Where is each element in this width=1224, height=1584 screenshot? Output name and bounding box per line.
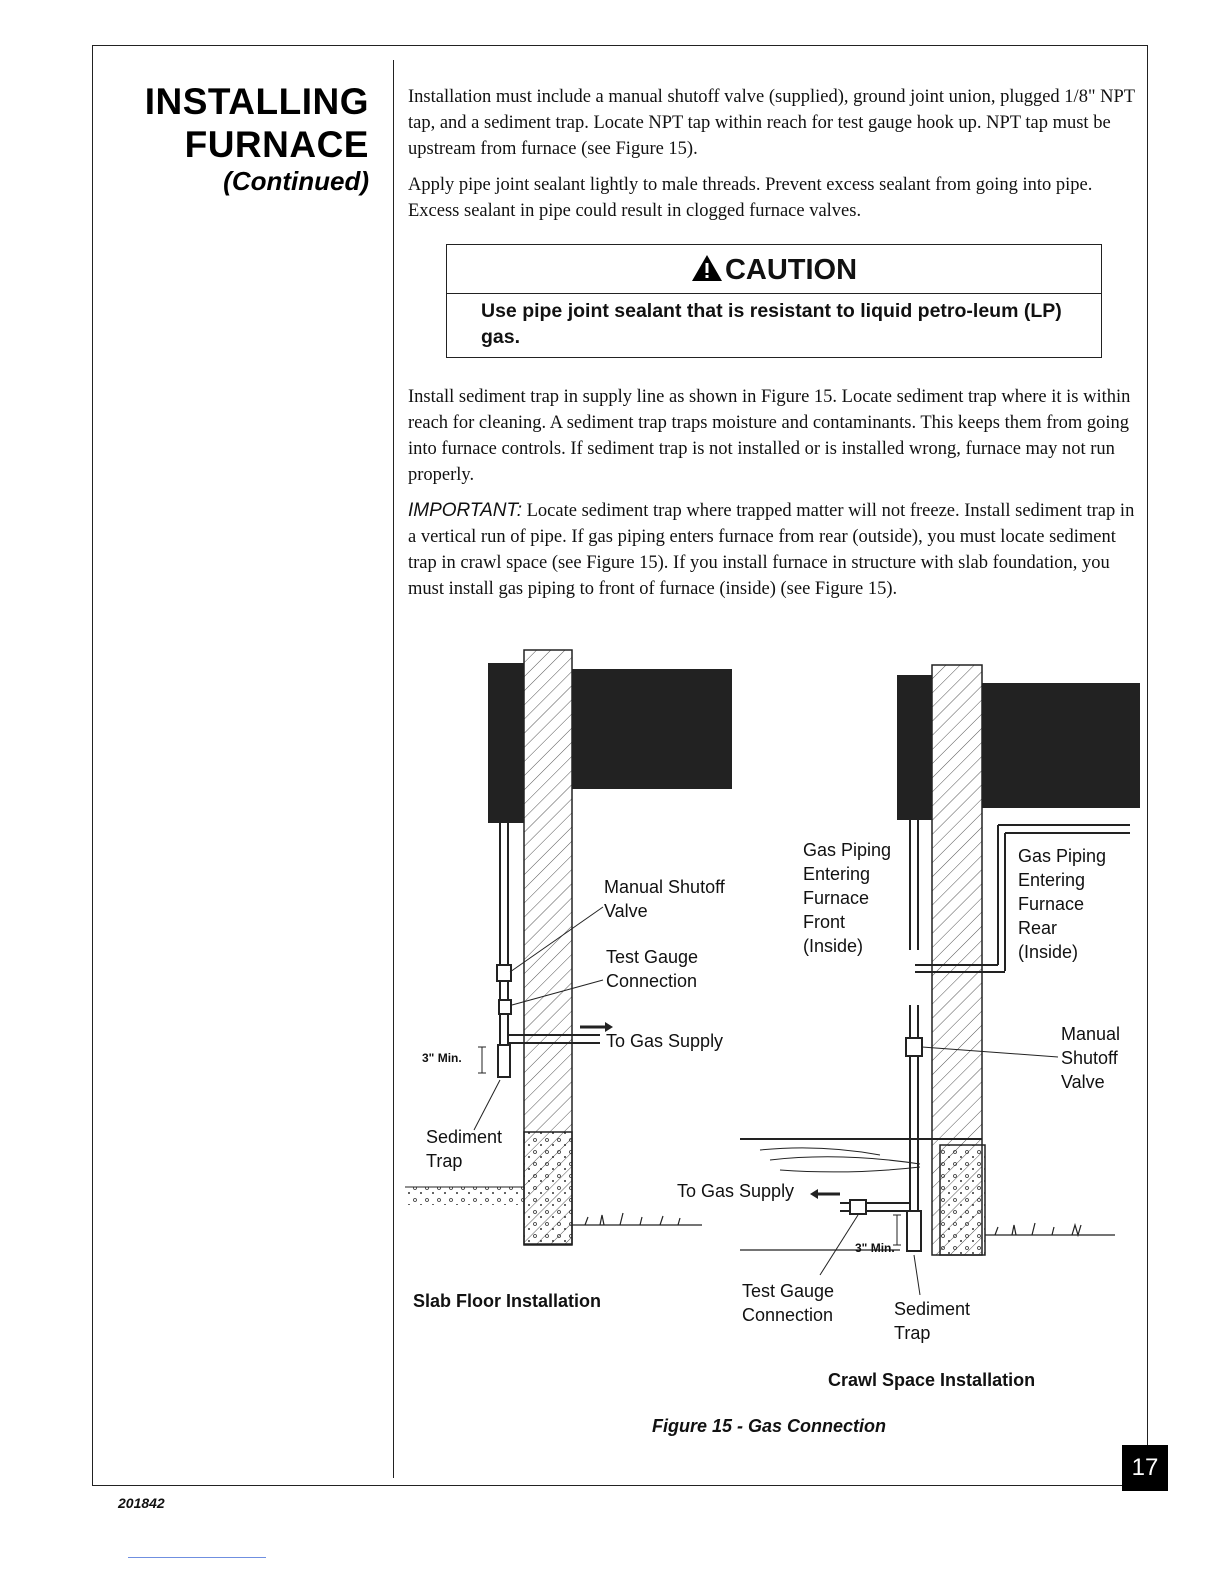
important-text: Locate sediment trap where trapped matter will not freeze. Install sediment trap in a vertical run of pipe. If gas piping enters furnace from rear (outside), you must locate sediment trap in crawl space (see Figure 15). If you install furnace in structure with slab foundation, you must install gas piping to front of furnace (inside) (see Figure 15). <box>408 501 1135 599</box>
warning-triangle-icon <box>691 254 723 282</box>
crawl-footing <box>940 1145 985 1255</box>
main-text <box>408 384 1138 612</box>
crawl-shutoff-line-1: Manual <box>1061 1024 1121 1044</box>
slab-label-test-gauge <box>606 945 698 993</box>
crawl-label-shutoff <box>1061 1022 1120 1094</box>
crawl-shutoff-valve <box>906 1038 922 1056</box>
important-label: IMPORTANT: <box>408 500 522 521</box>
section-heading <box>145 80 369 196</box>
slab-caption: Slab Floor Installation <box>413 1291 602 1311</box>
intro-paragraph-1: Installation must include a manual shutoff valve (supplied), ground joint union, plugged 1/8" NPT tap, and a sediment trap. Locate NPT tap within reach for test gauge hook up. NPT tap must be upstream from furnace (see Figure 15). <box>408 87 1135 159</box>
slab-sediment-line-1: Sediment <box>426 1127 503 1147</box>
slab-sediment-trap <box>498 1045 510 1077</box>
crawl-label-rear <box>1018 844 1106 964</box>
page-frame-left <box>92 45 93 1485</box>
intro-paragraph-2: Apply pipe joint sealant lightly to male threads. Prevent excess sealant from going into pipe. Excess sealant in pipe could result in clogged furnace valves. <box>408 175 1093 221</box>
caution-header <box>447 245 1101 294</box>
crawl-rear-line-3: Furnace <box>1018 894 1085 914</box>
caution-message: Use pipe joint sealant that is resistant to liquid petro-leum (LP) gas. <box>481 300 1062 348</box>
crawl-rear-line-2: Entering <box>1018 870 1086 890</box>
slab-furnace-cabinet-right <box>572 669 732 789</box>
slab-label-sediment <box>426 1125 502 1173</box>
crawl-furnace-cabinet-left <box>897 675 932 820</box>
figure-caption: Figure 15 - Gas Connection <box>652 1416 887 1436</box>
crawl-front-line-5: (Inside) <box>803 936 864 956</box>
crawl-test-gauge <box>850 1200 866 1214</box>
intro-text <box>408 84 1138 234</box>
page-frame-right <box>1147 45 1148 1445</box>
figure-15 <box>400 645 1140 1343</box>
crawl-label-to-gas-supply: To Gas Supply <box>677 1181 795 1201</box>
slab-label-min: 3" Min. <box>422 1051 462 1065</box>
slab-floor <box>405 1187 524 1205</box>
crawl-front-line-4: Front <box>803 912 846 932</box>
body-paragraph-3: Install sediment trap in supply line as shown in Figure 15. Locate sediment trap where it is within reach for cleaning. A sediment trap traps moisture and contaminants. This keeps them from going into furnace controls. If sediment trap is not installed or is installed wrong, furnace may not run properly. <box>408 387 1131 485</box>
heading-line-2: FURNACE <box>184 124 369 165</box>
heading-subtitle: (Continued) <box>223 166 369 196</box>
column-divider <box>393 60 394 1478</box>
page-frame-bottom <box>92 1485 1132 1486</box>
slab-label-to-gas-supply: To Gas Supply <box>606 1031 724 1051</box>
slab-shutoff-valve <box>497 965 511 981</box>
slab-test-gauge-line-1: Test Gauge <box>606 947 699 967</box>
crawl-test-gauge-line-1: Test Gauge <box>742 1281 835 1301</box>
crawl-shutoff-line-2: Shutoff <box>1061 1048 1118 1068</box>
crawl-rear-line-4: Rear <box>1018 918 1058 938</box>
crawl-rear-line-1: Gas Piping <box>1018 846 1107 866</box>
footer-rule <box>128 1557 266 1558</box>
crawl-sediment-line-2: Trap <box>894 1323 931 1343</box>
crawl-furnace-cabinet-right <box>982 683 1140 808</box>
slab-footing <box>524 1132 572 1244</box>
crawl-test-gauge-line-2: Connection <box>742 1305 834 1325</box>
crawl-label-min: 3" Min. <box>855 1241 895 1255</box>
caution-title: CAUTION <box>724 254 858 286</box>
page-frame-top <box>92 45 1147 46</box>
document-number: 201842 <box>118 1495 165 1511</box>
body-paragraph-4 <box>408 498 1138 602</box>
slab-sediment-line-2: Trap <box>426 1151 463 1171</box>
caution-box <box>446 244 1102 358</box>
crawl-caption: Crawl Space Installation <box>828 1370 1036 1390</box>
slab-shutoff-line-1: Manual Shutoff <box>604 877 725 897</box>
crawl-front-line-1: Gas Piping <box>803 840 892 860</box>
slab-test-gauge <box>499 1000 511 1014</box>
slab-furnace-cabinet-left <box>488 663 524 823</box>
crawl-label-sediment <box>894 1297 970 1345</box>
crawl-sediment-line-1: Sediment <box>894 1299 971 1319</box>
page-number: 17 <box>1122 1445 1168 1491</box>
heading-line-1: INSTALLING <box>144 81 369 122</box>
crawl-rear-line-5: (Inside) <box>1018 942 1079 962</box>
slab-shutoff-line-2: Valve <box>604 901 648 921</box>
crawl-label-test-gauge <box>742 1279 834 1327</box>
crawl-label-front <box>803 838 891 958</box>
slab-test-gauge-line-2: Connection <box>606 971 698 991</box>
crawl-sediment-trap <box>907 1211 921 1251</box>
crawl-shutoff-line-3: Valve <box>1061 1072 1105 1092</box>
crawl-front-line-2: Entering <box>803 864 871 884</box>
slab-label-shutoff <box>604 875 725 923</box>
crawl-front-line-3: Furnace <box>803 888 870 908</box>
